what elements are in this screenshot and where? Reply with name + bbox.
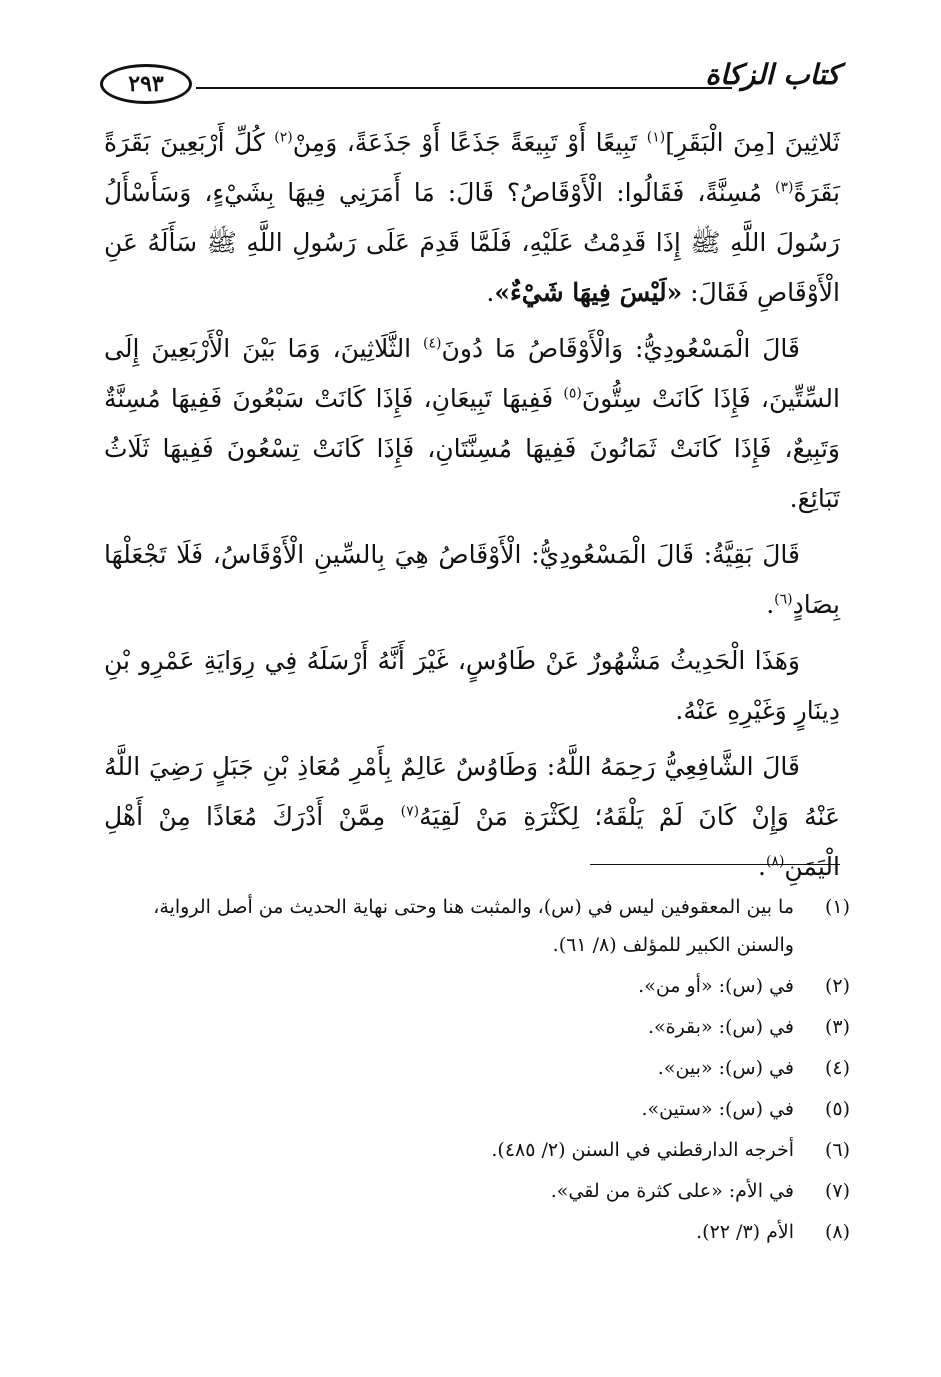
paragraph-text: الثَّلَاثِينَ، وَمَا بَيْنَ الْأَرْبَعِينَ إِلَى السِّتِّينَ، فَإِذَا كَانَتْ سِتُّونَ <box>104 334 840 413</box>
hadith-quote: «لَيْسَ فِيهَا شَيْءٌ» <box>494 278 683 307</box>
paragraph <box>104 742 840 892</box>
paragraph-text: . <box>766 590 775 619</box>
paragraph <box>104 530 840 630</box>
footnote-text: في الأم: «على كثرة من لقي». <box>550 1180 794 1202</box>
footnote-marker: (٦) <box>774 591 793 608</box>
footnote-text: ما بين المعقوفين ليس في (س)، والمثبت هنا وحتى نهاية الحديث من أصل الرواية، والسنن الكبير للمؤلف (٨/ ٦١). <box>153 896 794 956</box>
paragraph-text: . <box>486 278 495 307</box>
footnote-number: (٣) <box>824 1016 850 1038</box>
footnote <box>104 1008 850 1046</box>
footnote <box>104 1090 850 1128</box>
footnotes <box>104 888 850 1254</box>
page-number: ٢٩٣ <box>100 64 192 104</box>
paragraph-text: قَالَ الشَّافِعِيُّ رَحِمَهُ اللَّهُ: وَطَاوُسٌ عَالِمٌ بِأَمْرِ مُعَاذِ بْنِ جَبَلٍ رَضِيَ اللَّهُ عَنْهُ وَإِنْ كَانَ لَمْ يَلْقَهُ؛ لِكَثْرَةِ مَنْ لَقِيَهُ <box>104 752 841 831</box>
footnote <box>104 1131 850 1169</box>
footnote <box>104 1049 850 1087</box>
footnote-number: (١) <box>824 896 850 918</box>
footnote-text: في (س): «بقرة». <box>647 1016 794 1038</box>
paragraph-text: . <box>757 852 766 881</box>
book-title: كتاب الزكاة <box>705 58 840 91</box>
footnote-number: (٤) <box>824 1057 850 1079</box>
paragraph <box>104 324 840 524</box>
footnote-marker: (٤) <box>423 335 442 352</box>
footnote-marker: (٧) <box>400 803 420 820</box>
footnote <box>104 1213 850 1251</box>
header-rule <box>196 87 732 89</box>
main-text <box>104 118 840 898</box>
footnote-text: في (س): «أو من». <box>638 975 794 997</box>
footnote-text: في (س): «ستين». <box>641 1098 794 1120</box>
footnote-marker: (٥) <box>563 385 582 402</box>
footnote-text: في (س): «بين». <box>657 1057 794 1079</box>
footnote-marker: (١) <box>646 129 666 146</box>
footnote-marker: (٣) <box>775 179 794 196</box>
footnote-number: (٨) <box>824 1221 850 1243</box>
footnote-marker: (٢) <box>274 129 293 146</box>
footnote-separator <box>590 864 840 865</box>
paragraph-text: قَالَ بَقِيَّةُ: قَالَ الْمَسْعُودِيُّ: الْأَوْقَاصُ هِيَ بِالسِّينِ الْأَوْقَاسُ، فَلَا تَجْعَلْهَا بِصَادٍ <box>104 540 840 619</box>
paragraph-text: كُلِّ أَرْبَعِينَ بَقَرَةً بَقَرَةً <box>104 128 840 207</box>
paragraph <box>104 118 840 318</box>
paragraph-text: قَالَ الْمَسْعُودِيُّ: وَالْأَوْقَاصُ مَا دُونَ <box>441 334 801 363</box>
footnote-marker: (٨) <box>765 853 785 870</box>
footnote-number: (٦) <box>824 1139 850 1161</box>
paragraph-text: وَهَذَا الْحَدِيثُ مَشْهُورٌ عَنْ طَاوُسٍ، غَيْرَ أَنَّهُ أَرْسَلَهُ فِي رِوَايَةِ عَمْرِو بْنِ دِينَارٍ وَغَيْرِهِ عَنْهُ. <box>104 646 840 725</box>
paragraph-text: تَبِيعًا أَوْ تَبِيعَةً جَذَعًا أَوْ جَذَعَةً، وَمِنْ <box>292 128 647 157</box>
footnote <box>104 1172 850 1210</box>
footnote <box>104 888 850 964</box>
footnote-number: (٧) <box>824 1180 850 1202</box>
footnote-number: (٥) <box>824 1098 850 1120</box>
footnote <box>104 967 850 1005</box>
footnote-number: (٢) <box>824 975 850 997</box>
paragraph-text: ثَلاثِينَ [مِنَ الْبَقَرِ] <box>665 128 840 157</box>
paragraph-text: مُسِنَّةً، فَقَالُوا: الْأَوْقَاصُ؟ قَالَ: مَا أَمَرَنِي فِيهَا بِشَيْءٍ، وَسَأَسْأَلُ رَسُولَ اللَّهِ ﷺ إِذَا قَدِمْتُ عَلَيْهِ، فَلَمَّا قَدِمَ عَلَى رَسُولِ اللَّهِ ﷺ سَأَلَهُ عَنِ الْأَوْقَاصِ فَقَالَ: <box>104 178 840 307</box>
footnote-text: أخرجه الدارقطني في السنن (٢/ ٤٨٥). <box>491 1139 794 1161</box>
paragraph <box>104 636 840 736</box>
paragraph-text: فَفِيهَا تَبِيعَانِ، فَإِذَا كَانَتْ سَبْعُونَ فَفِيهَا مُسِنَّةٌ وَتَبِيعٌ، فَإِذَا كَانَتْ ثَمَانُونَ فَفِيهَا مُسِنَّتَانِ، فَإِذَا كَانَتْ تِسْعُونَ فَفِيهَا ثَلَاثُ تَبَائِعَ. <box>104 384 840 513</box>
footnote-text: الأم (٣/ ٢٢). <box>696 1221 794 1243</box>
paragraph-text: مِمَّنْ أَدْرَكَ مُعَاذًا مِنْ أَهْلِ الْيَمَنِ <box>104 802 840 881</box>
